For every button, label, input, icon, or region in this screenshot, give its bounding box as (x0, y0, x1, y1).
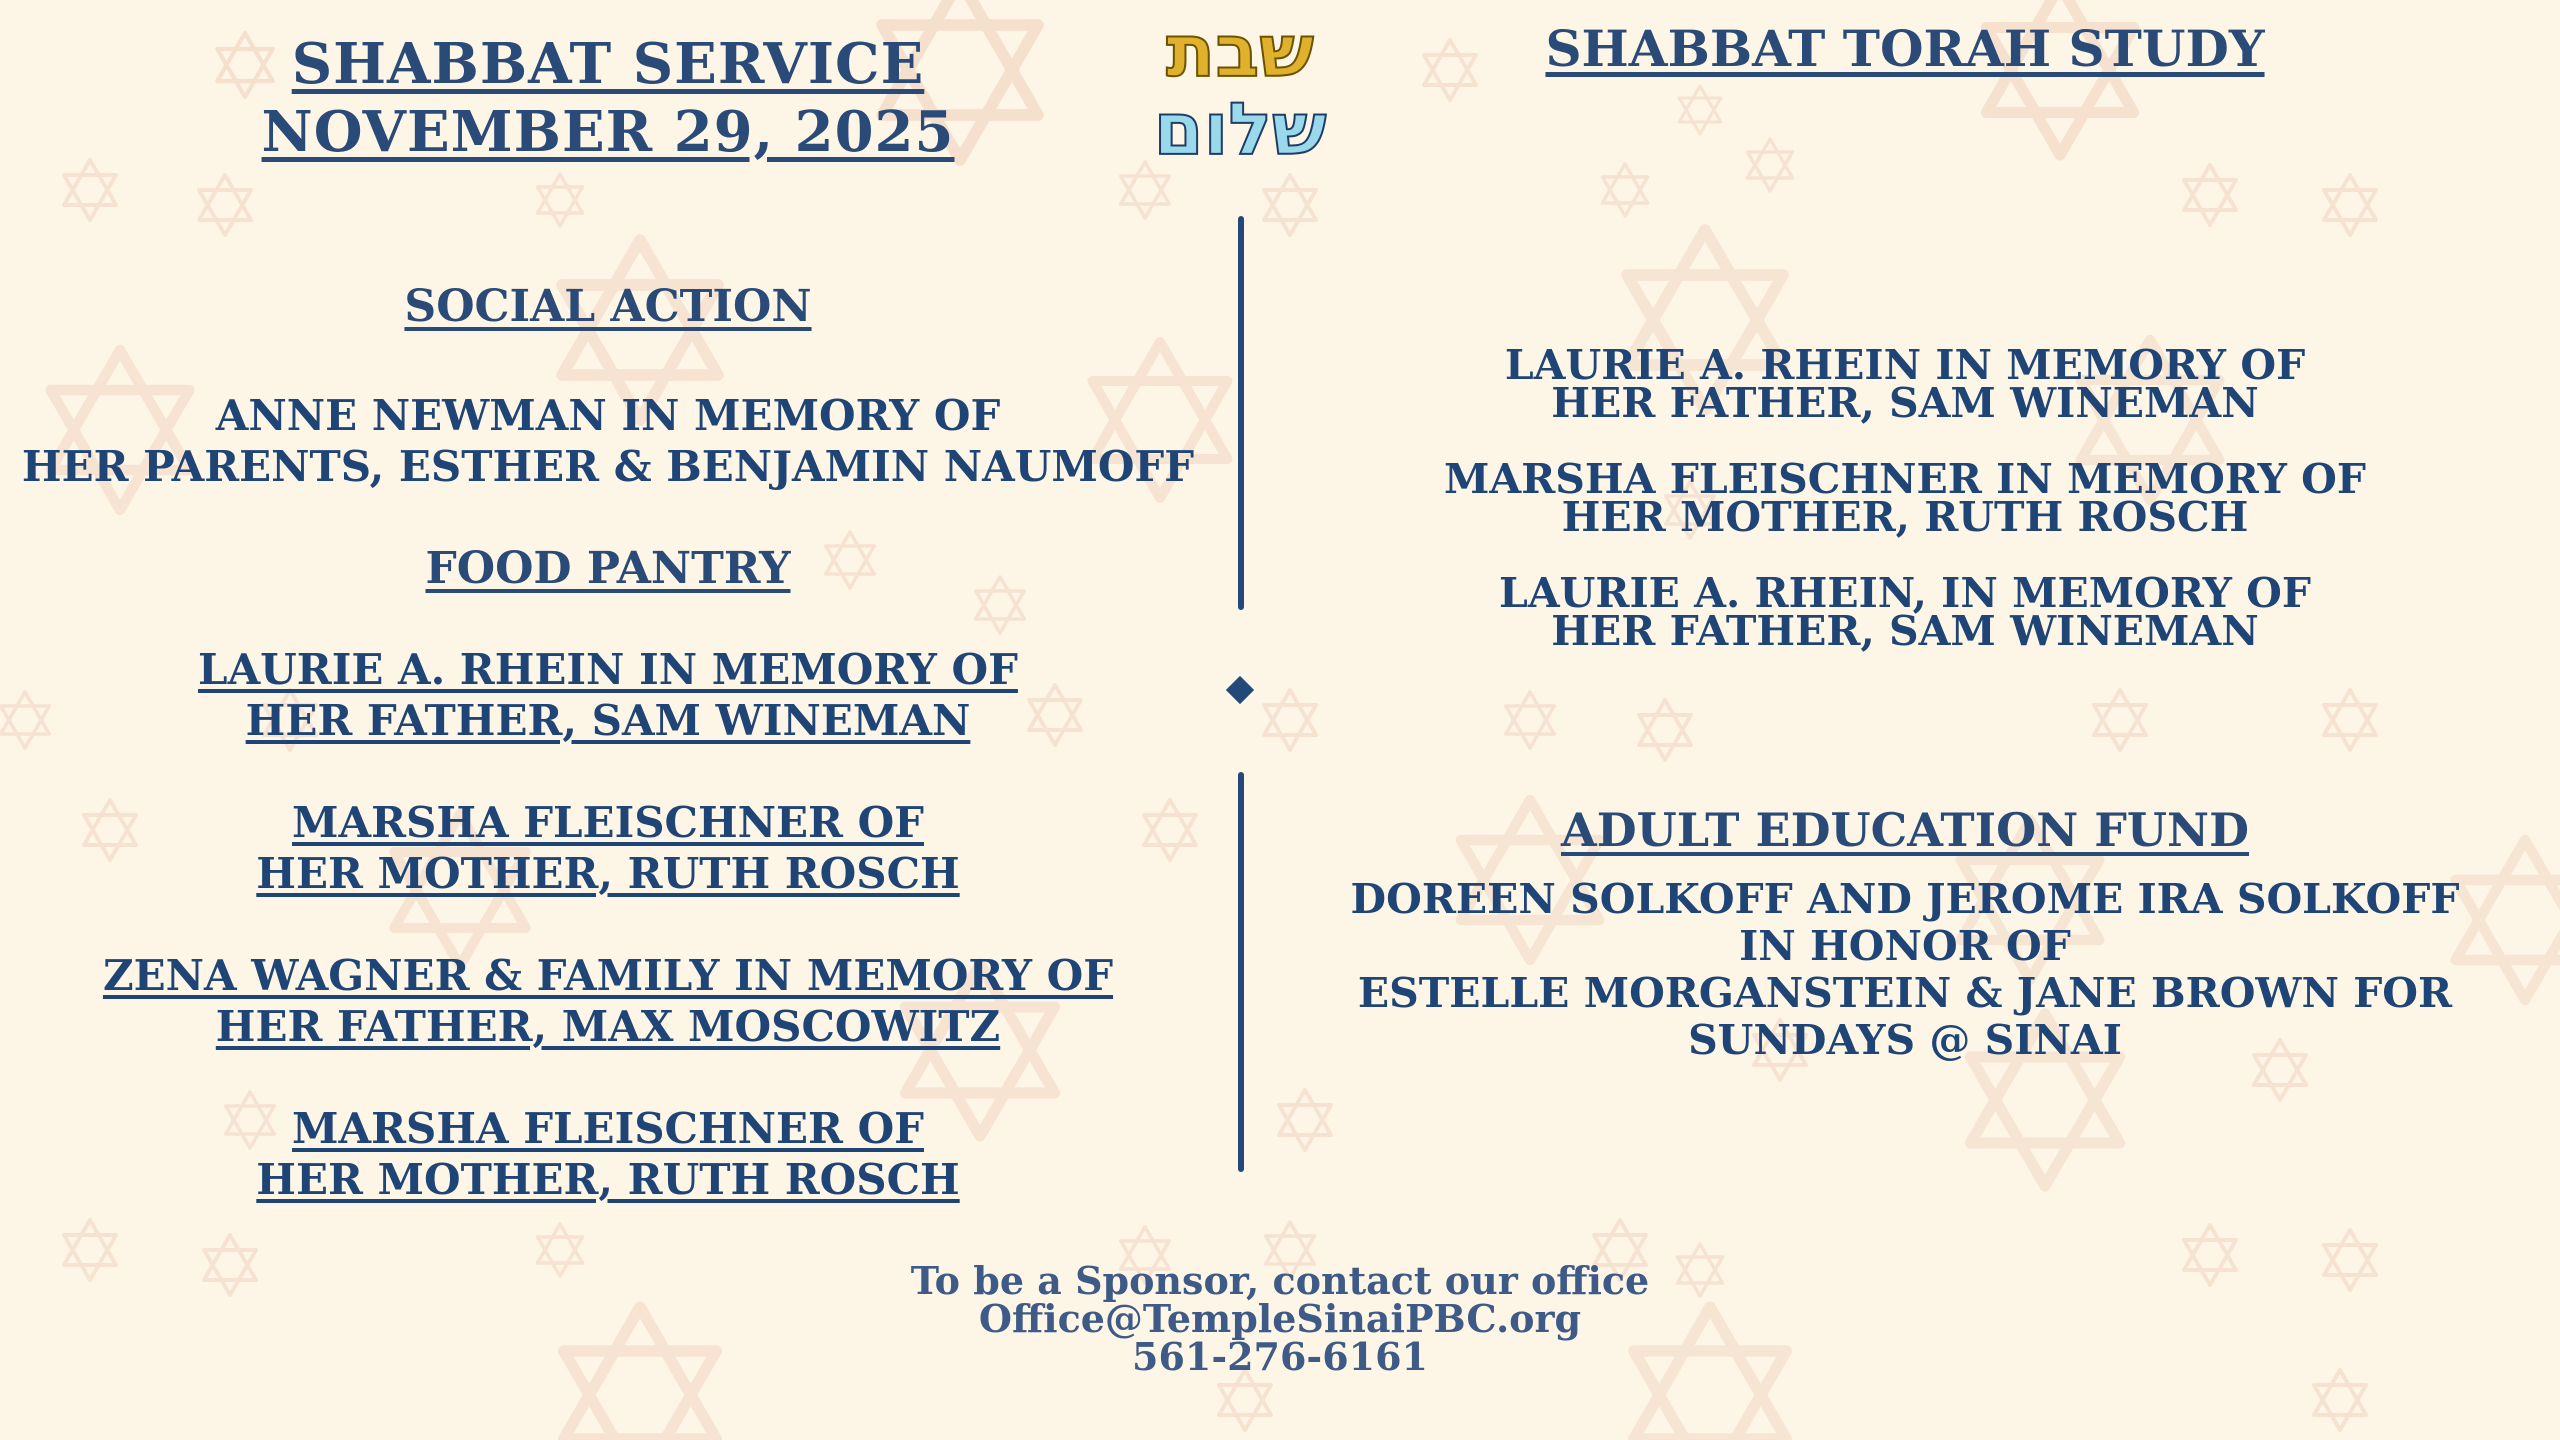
entry-line: MARSHA FLEISCHNER IN MEMORY OF (1444, 455, 2366, 503)
office-email-link[interactable]: Office@TempleSinaiPBC.org (978, 1296, 1582, 1341)
divider-diamond (1226, 676, 1254, 704)
service-title-line1: SHABBAT SERVICE (291, 31, 925, 97)
food-pantry-entry (0, 1103, 1216, 1205)
hebrew-shabbat: שבת (1166, 9, 1314, 93)
adult-education-heading: ADULT EDUCATION FUND (1561, 803, 2249, 857)
entry-line: HER FATHER, MAX MOSCOWITZ (215, 1002, 1001, 1051)
entry-line: LAURIE A. RHEIN, IN MEMORY OF (1498, 569, 2311, 617)
sponsor-text: To be a Sponsor, contact our office (910, 1258, 1650, 1303)
food-pantry-entry (0, 950, 1216, 1052)
torah-entry (1270, 569, 2540, 655)
entry-line: HER FATHER, SAM WINEMAN (245, 696, 971, 745)
entry-line: ZENA WAGNER & FAMILY IN MEMORY OF (102, 951, 1114, 1000)
service-title (0, 30, 1216, 166)
social-action-entry (0, 390, 1216, 492)
food-pantry-heading: FOOD PANTRY (425, 543, 791, 594)
hebrew-shalom: שלום (1153, 87, 1327, 171)
torah-entry (1270, 341, 2540, 427)
entry-line: MARSHA FLEISCHNER OF (292, 798, 924, 847)
entry-line: LAURIE A. RHEIN IN MEMORY OF (198, 645, 1018, 694)
food-pantry-entry (0, 797, 1216, 899)
entry-line: ESTELLE MORGANSTEIN & JANE BROWN FOR (1357, 969, 2453, 1017)
entry-line: LAURIE A. RHEIN IN MEMORY OF (1504, 341, 2306, 389)
entry-line: HER MOTHER, RUTH ROSCH (1561, 493, 2249, 541)
divider-lower (1238, 772, 1244, 1172)
entry-line: HER MOTHER, RUTH ROSCH (256, 1155, 960, 1204)
divider-upper (1238, 216, 1244, 610)
entry-line: HER MOTHER, RUTH ROSCH (256, 849, 960, 898)
torah-study-title: SHABBAT TORAH STUDY (1545, 19, 2265, 78)
adult-education-entry (1270, 876, 2540, 1064)
food-pantry-entry (0, 644, 1216, 746)
entry-line: SUNDAYS @ SINAI (1688, 1016, 2122, 1064)
entry-line: DOREEN SOLKOFF AND JEROME IRA SOLKOFF (1350, 875, 2460, 923)
entry-line: ANNE NEWMAN IN MEMORY OF (215, 391, 1001, 440)
torah-entry (1270, 455, 2540, 541)
sponsor-footer (760, 1258, 1800, 1379)
entry-line: IN HONOR OF (1739, 922, 2071, 970)
office-phone: 561-276-6161 (1132, 1334, 1428, 1379)
service-date: NOVEMBER 29, 2025 (261, 99, 955, 165)
entry-line: HER FATHER, SAM WINEMAN (1551, 607, 2259, 655)
social-action-heading: SOCIAL ACTION (404, 281, 812, 332)
entry-line: MARSHA FLEISCHNER OF (292, 1104, 924, 1153)
entry-line: HER FATHER, SAM WINEMAN (1551, 379, 2259, 427)
entry-line: HER PARENTS, ESTHER & BENJAMIN NAUMOFF (21, 442, 1195, 491)
